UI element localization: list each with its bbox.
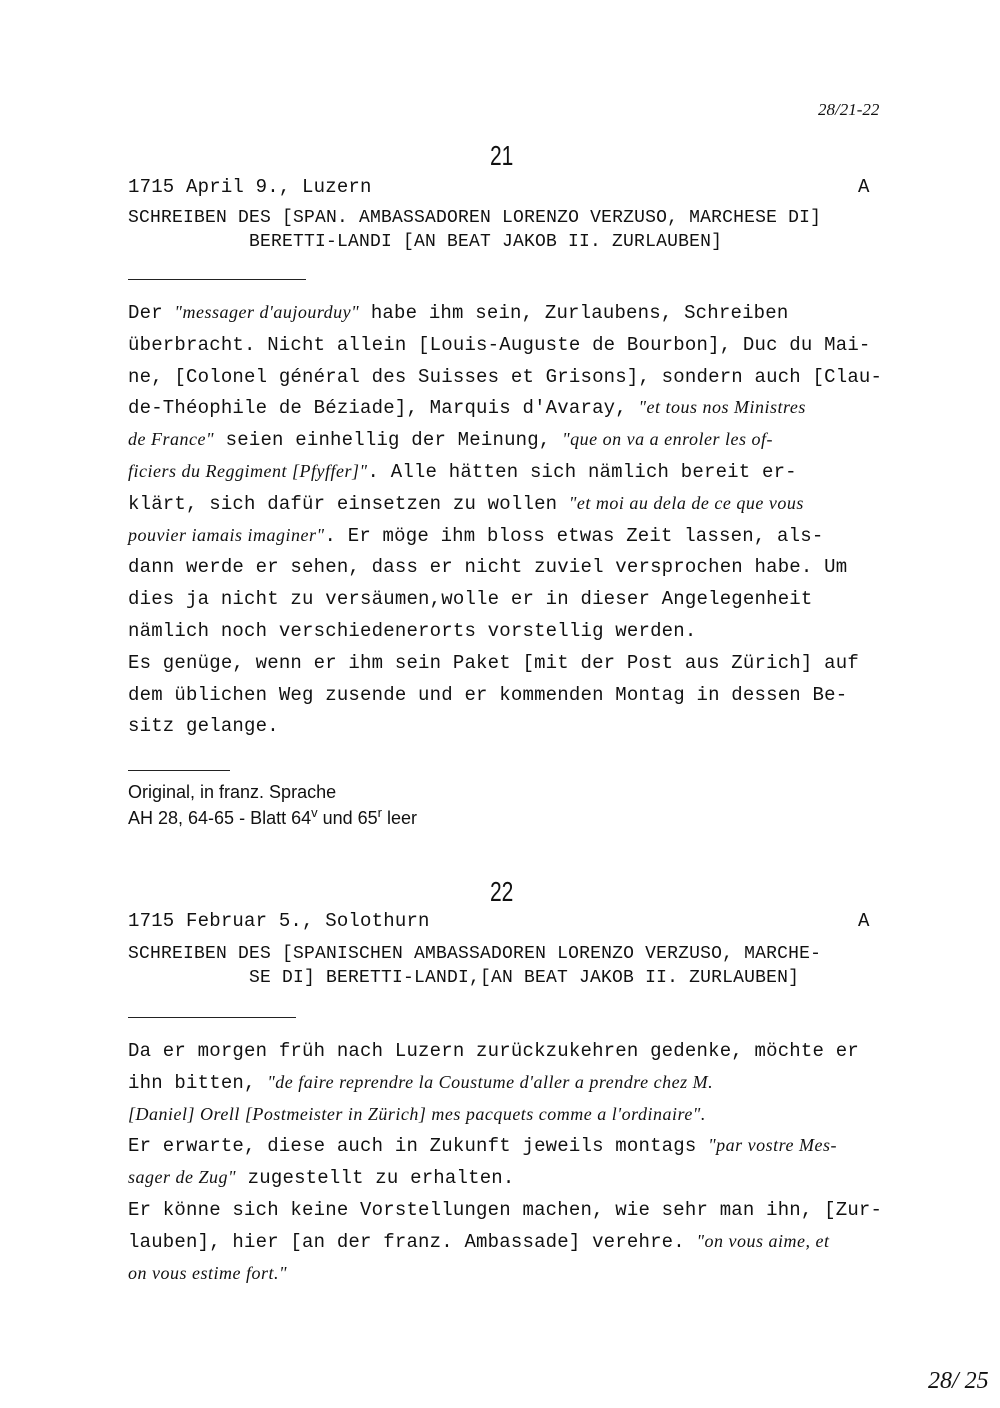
body-text: dies ja nicht zu versäumen,wolle er in dieser Angelegenheit (128, 588, 813, 611)
entry-mark: A (858, 910, 870, 932)
separator-rule (128, 1017, 296, 1018)
body-line (128, 429, 773, 451)
body-line (128, 1072, 713, 1094)
body-text: zugestellt zu erhalten. (236, 1167, 515, 1190)
quoted-french-text: "on vous aime, et (696, 1230, 830, 1251)
quoted-french-text: [Daniel] Orell [Postmeister in Zürich] mes pacquets comme a l'ordinaire". (128, 1103, 706, 1124)
body-text: Da er morgen früh nach Luzern zurückzukehren gedenke, möchte er (128, 1040, 859, 1062)
body-text: ihn bitten, (128, 1071, 268, 1094)
entry-number: 21 (490, 140, 514, 171)
body-line (128, 1263, 287, 1285)
body-line (128, 588, 813, 610)
body-line (128, 366, 882, 388)
body-text: . Alle hätten sich nämlich bereit er- (367, 461, 797, 483)
body-line (128, 525, 823, 547)
body-text: Er erwarte, diese auch in Zukunft jeweils montags (128, 1135, 709, 1158)
body-text: dem üblichen Weg zusende und er kommenden Montag in dessen Be- (128, 683, 848, 706)
entry-number: 22 (490, 876, 514, 907)
handwritten-page-mark: 28/ 25 (928, 1368, 989, 1394)
body-line (128, 556, 847, 578)
body-line (128, 684, 847, 706)
quoted-french-text: on vous estime fort." (128, 1262, 288, 1283)
entry-date-place: 1715 Februar 5., Solothurn (128, 910, 430, 932)
body-line (128, 1135, 837, 1157)
page-reference: 28/21-22 (818, 100, 880, 119)
body-line (128, 1104, 706, 1126)
body-text: sitz gelange. (128, 715, 279, 738)
body-text: klärt, sich dafür einsetzen zu wollen (128, 492, 569, 515)
body-text: dann werde er sehen, dass er nicht zuviel versprochen habe. Um (128, 556, 848, 579)
body-line (128, 334, 871, 356)
quoted-french-text: ficiers du Reggiment [Pfyffer]" (128, 461, 368, 481)
body-line (128, 461, 797, 483)
quoted-french-text: "messager d'aujourduy" (174, 302, 360, 322)
body-line (128, 302, 789, 324)
body-line (128, 715, 279, 737)
quoted-french-text: sager de Zug" (128, 1167, 237, 1188)
body-line (128, 1199, 882, 1221)
quoted-french-text: "de faire reprendre la Coustume d'aller a prendre chez M. (267, 1071, 714, 1092)
separator-rule (128, 279, 306, 280)
quoted-french-text: "et moi au dela de ce que vous (568, 492, 804, 513)
entry-mark: A (858, 176, 870, 198)
body-line (128, 620, 697, 642)
body-line (128, 493, 804, 515)
body-line (128, 652, 859, 674)
quoted-french-text: pouvier iamais imaginer" (128, 524, 325, 545)
body-line (128, 1167, 515, 1189)
footnote-source: AH 28, 64-65 - Blatt 64$^v$ und 65$^r$ leer (128, 805, 418, 828)
quoted-french-text: "par vostre Mes- (708, 1135, 837, 1156)
body-text: seien einhellig der Meinung, (214, 429, 563, 452)
entry-title-line-1: SCHREIBEN DES [SPAN. AMBASSADOREN LORENZO VERZUSO, MARCHESE DI] (128, 208, 822, 228)
body-text: Er könne sich keine Vorstellungen machen, wie sehr man ihn, [Zur- (128, 1199, 883, 1221)
quoted-french-text: "et tous nos Ministres (638, 397, 806, 418)
quoted-french-text: "que on va a enroler les of- (562, 429, 773, 450)
quoted-french-text: de France" (128, 429, 215, 450)
entry-title-line-2: SE DI] BERETTI-LANDI,[AN BEAT JAKOB II. ZURLAUBEN] (249, 968, 800, 988)
body-text: lauben], hier [an der franz. Ambassade] verehre. (128, 1230, 697, 1253)
body-text: Es genüge, wenn er ihm sein Paket [mit der Post aus Zürich] auf (128, 651, 859, 674)
body-text: ne, [Colonel général des Suisses et Grisons], sondern auch [Clau- (128, 365, 883, 388)
body-text: . Er möge ihm bloss etwas Zeit lassen, als- (324, 524, 824, 547)
body-text: de-Théophile de Béziade], Marquis d'Avaray, (128, 397, 639, 420)
footnote-original: Original, in franz. Sprache (128, 782, 337, 802)
body-text: Der (128, 302, 175, 324)
entry-date-place: 1715 April 9., Luzern (128, 176, 372, 198)
body-line (128, 1040, 859, 1062)
body-text: überbracht. Nicht allein [Louis-Auguste de Bourbon], Duc du Mai- (128, 333, 871, 356)
body-text: habe ihm sein, Zurlaubens, Schreiben (359, 302, 789, 324)
body-line (128, 397, 806, 419)
entry-title-line-2: BERETTI-LANDI [AN BEAT JAKOB II. ZURLAUBEN] (249, 232, 723, 252)
body-text: nämlich noch verschiedenerorts vorstellig werden. (128, 620, 697, 642)
body-line (128, 1231, 830, 1253)
footnote-rule (128, 770, 230, 771)
entry-title-line-1: SCHREIBEN DES [SPANISCHEN AMBASSADOREN LORENZO VERZUSO, MARCHE- (128, 944, 822, 964)
